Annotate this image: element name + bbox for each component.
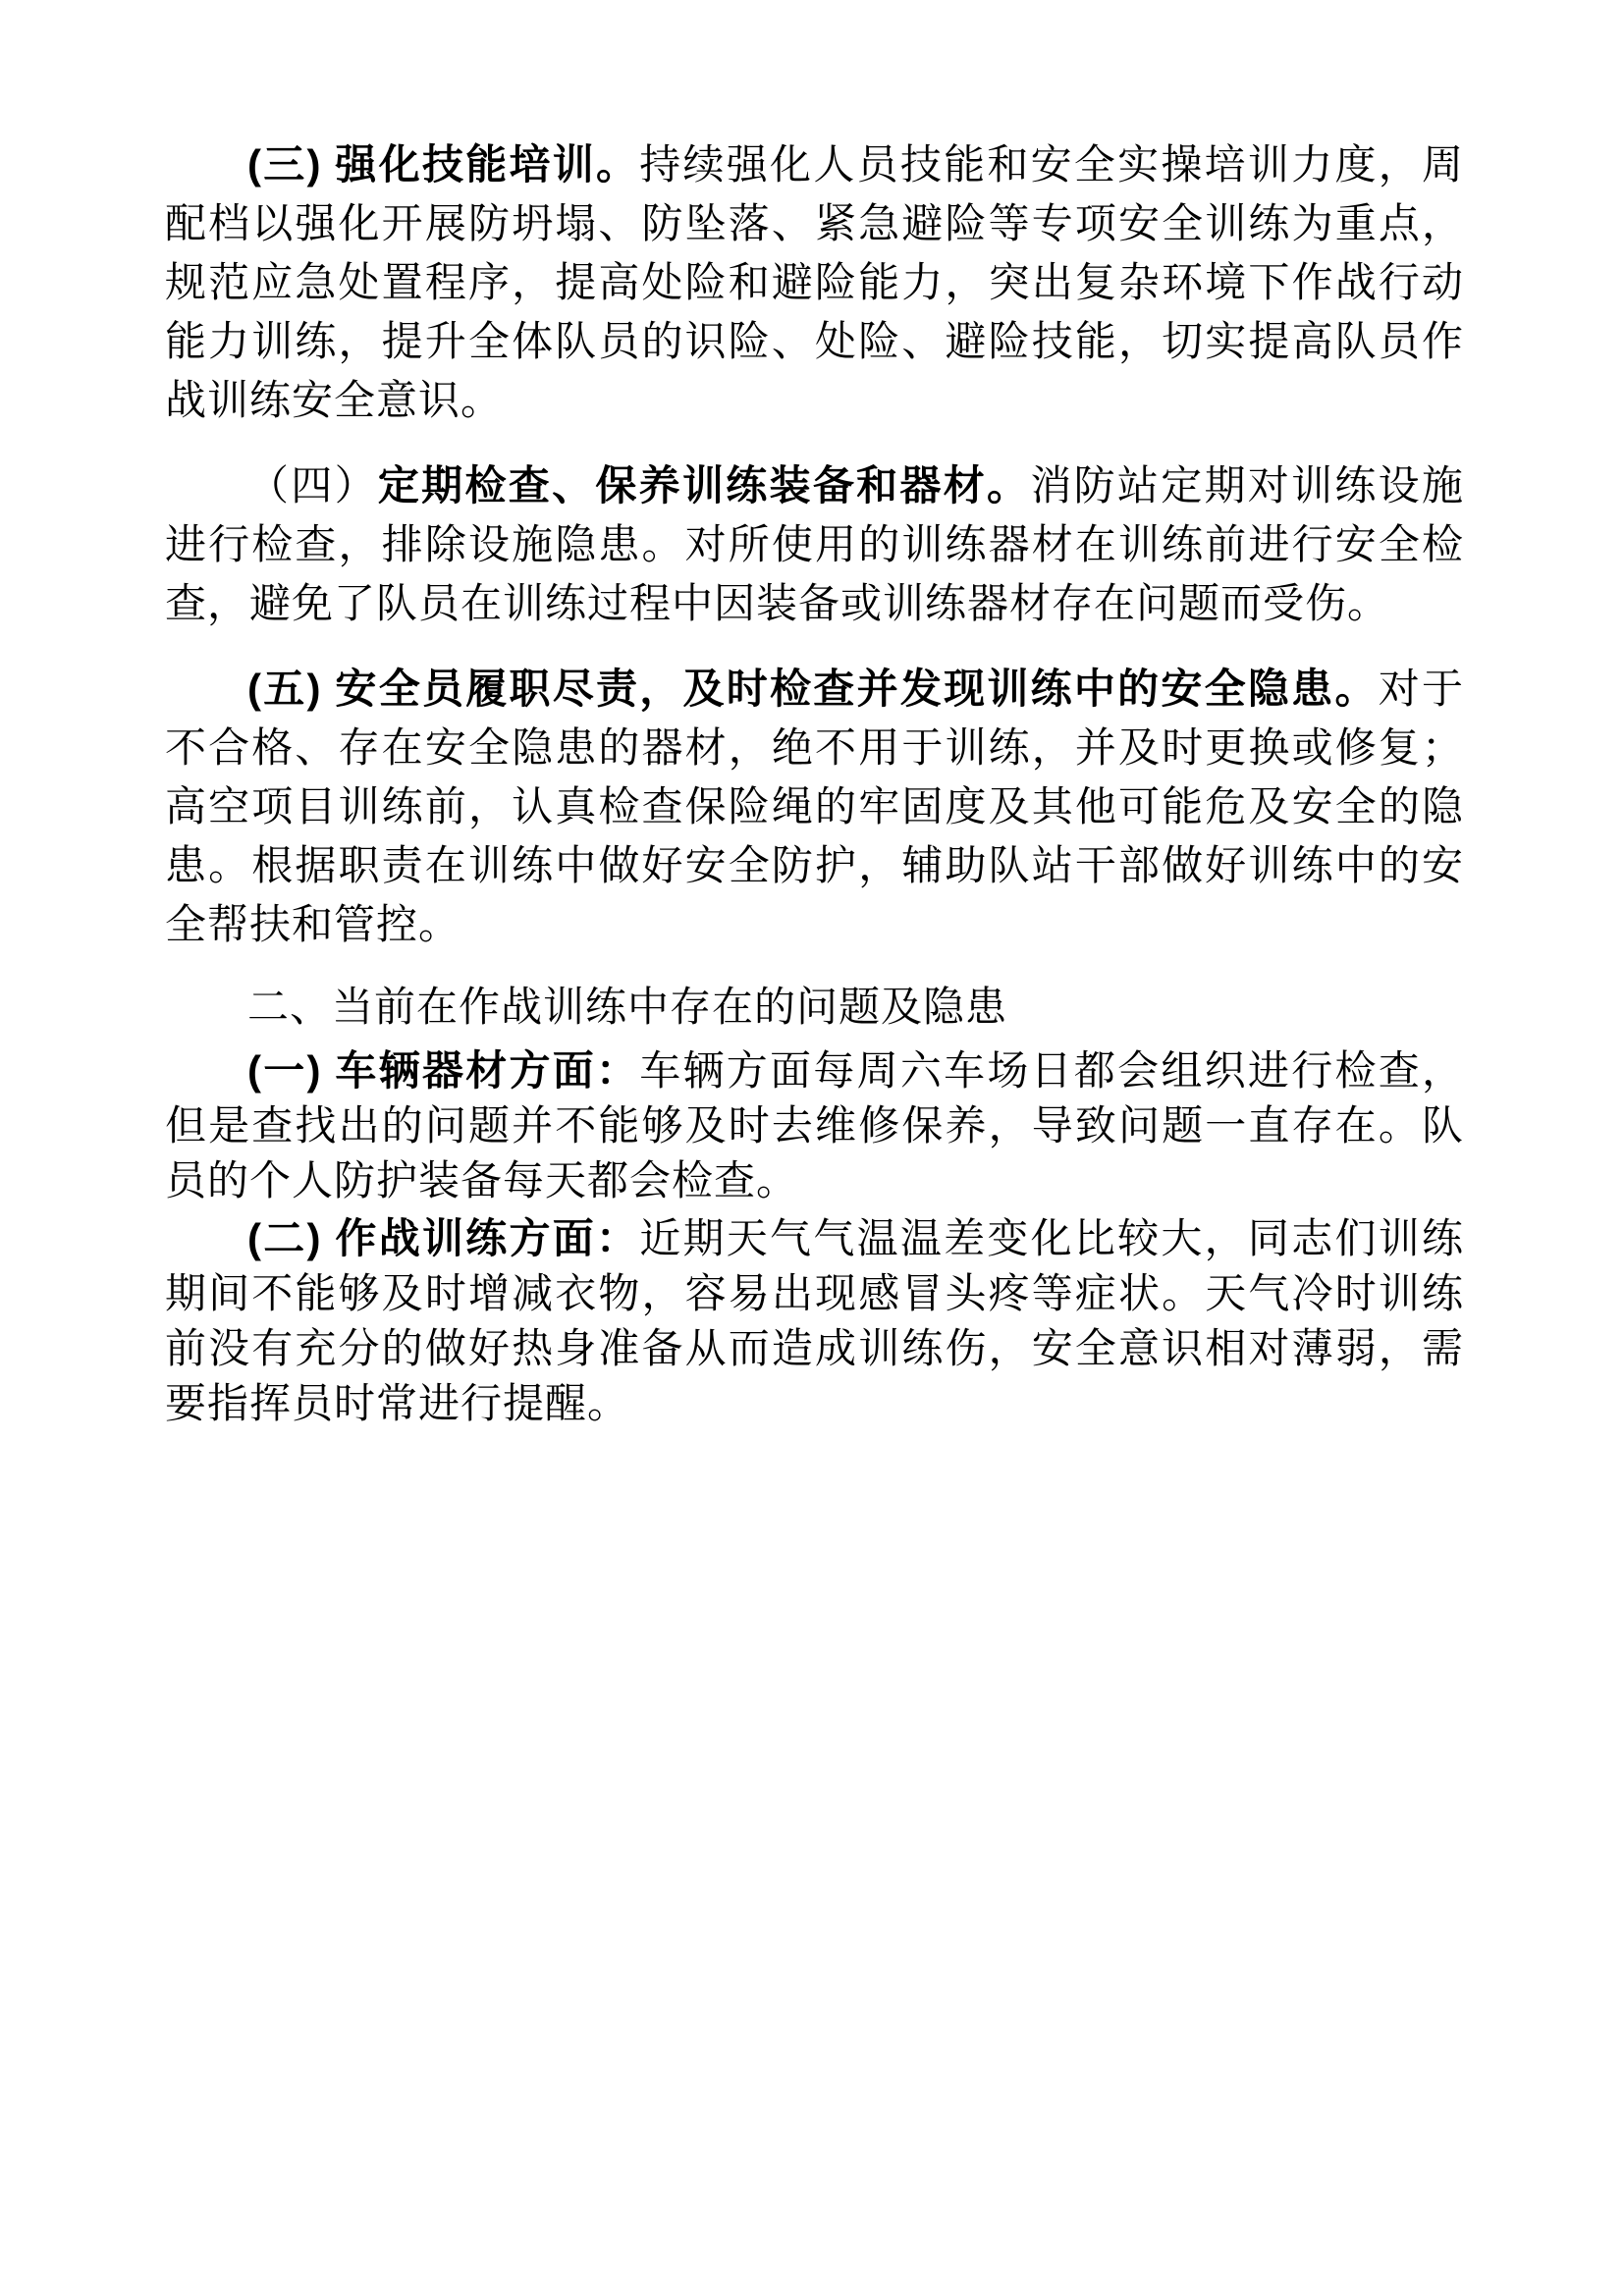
section-heading-text: 二、当前在作战训练中存在的问题及隐患: [247, 986, 1008, 1031]
paragraph-combat-training: [165, 1211, 1464, 1432]
paragraph-bold-heading: (五) 安全员履职尽责，及时检查并发现训练中的安全隐患。: [247, 666, 1379, 712]
paragraph-equipment-inspection: [165, 456, 1464, 634]
paragraph-body-text: 近期天气气温温差变化比较大，同志们训练期间不能够及时增减衣物，容易出现感冒头疼等症状。天气冷时训练前没有充分的做好热身准备从而造成训练伤，安全意识相对薄弱，需要指挥员时常进行提醒。: [165, 1217, 1464, 1427]
paragraph-prefix: （四）: [247, 464, 378, 509]
paragraph-bold-heading: 定期检查、保养训练装备和器材。: [377, 462, 1031, 508]
paragraph-bold-heading: (二) 作战训练方面：: [247, 1215, 640, 1261]
paragraph-skill-training: [165, 135, 1464, 431]
paragraph-body-text: 车辆方面每周六车场日都会组织进行检查，但是查找出的问题并不能够及时去维修保养，导致问题一直存在。队员的个人防护装备每天都会检查。: [165, 1049, 1464, 1204]
paragraph-bold-heading: (一) 车辆器材方面：: [247, 1047, 640, 1094]
paragraph-bold-heading: (三) 强化技能培训。: [247, 141, 640, 187]
paragraph-body-text: 对于不合格、存在安全隐患的器材，绝不用于训练，并及时更换或修复；高空项目训练前，认真检查保险绳的牢固度及其他可能危及安全的隐患。根据职责在训练中做好安全防护，辅助队站干部做好训练中的安全帮扶和管控。: [165, 667, 1464, 948]
paragraph-body-text: 持续强化人员技能和安全实操培训力度，周配档以强化开展防坍塌、防坠落、紧急避险等专项安全训练为重点，规范应急处置程序，提高处险和避险能力，突出复杂环境下作战行动能力训练，提升全体队员的识险、处险、避险技能，切实提高队员作战训练安全意识。: [165, 143, 1464, 424]
paragraph-vehicle-equipment: [165, 1043, 1464, 1209]
paragraph-body-text: 消防站定期对训练设施进行检查，排除设施隐患。对所使用的训练器材在训练前进行安全检查，避免了队员在训练过程中因装备或训练器材存在问题而受伤。: [165, 464, 1464, 627]
paragraph-safety-officer: [165, 660, 1464, 955]
section-heading-problems: [165, 981, 1464, 1036]
